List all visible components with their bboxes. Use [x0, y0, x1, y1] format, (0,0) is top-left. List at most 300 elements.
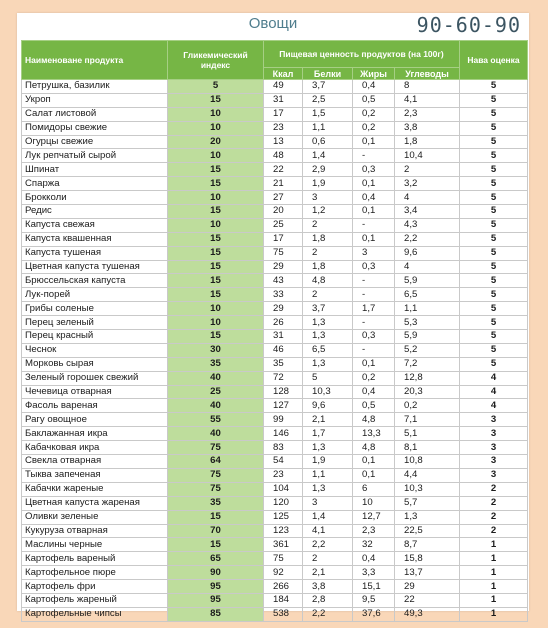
- glycemic-index-cell: 15: [168, 538, 264, 552]
- protein-cell: 2,5: [303, 93, 353, 107]
- product-name-cell: Зеленый горошек свежий: [22, 371, 168, 385]
- protein-cell: 2,2: [303, 538, 353, 552]
- glycemic-index-cell: 5: [168, 80, 264, 94]
- kcal-cell: 99: [264, 413, 303, 427]
- glycemic-index-cell: 15: [168, 274, 264, 288]
- kcal-cell: 123: [264, 524, 303, 538]
- fat-cell: 3,3: [353, 566, 395, 580]
- protein-cell: 3,7: [303, 302, 353, 316]
- fat-cell: 0,3: [353, 163, 395, 177]
- fat-cell: 0,1: [353, 205, 395, 219]
- glycemic-index-cell: 15: [168, 205, 264, 219]
- fat-cell: 0,3: [353, 260, 395, 274]
- product-name-cell: Укроп: [22, 93, 168, 107]
- product-name-cell: Кабачки жареные: [22, 482, 168, 496]
- kcal-cell: 104: [264, 482, 303, 496]
- score-cell: 2: [460, 496, 528, 510]
- glycemic-index-cell: 15: [168, 232, 264, 246]
- glycemic-index-cell: 40: [168, 371, 264, 385]
- score-cell: 3: [460, 413, 528, 427]
- fat-cell: 12,7: [353, 510, 395, 524]
- score-cell: 5: [460, 205, 528, 219]
- kcal-cell: 538: [264, 607, 303, 621]
- protein-cell: 2: [303, 552, 353, 566]
- product-name-cell: Баклажанная икра: [22, 427, 168, 441]
- carbs-cell: 1,8: [395, 135, 460, 149]
- protein-cell: 1,4: [303, 149, 353, 163]
- carbs-cell: 20,3: [395, 385, 460, 399]
- product-name-cell: Грибы соленые: [22, 302, 168, 316]
- fat-cell: -: [353, 316, 395, 330]
- table-row: [22, 607, 528, 621]
- product-name-cell: Салат листовой: [22, 107, 168, 121]
- score-cell: 5: [460, 316, 528, 330]
- score-cell: 5: [460, 357, 528, 371]
- fat-cell: -: [353, 218, 395, 232]
- header-kcal: Ккал: [264, 68, 303, 80]
- score-cell: 3: [460, 427, 528, 441]
- carbs-cell: 10,4: [395, 149, 460, 163]
- fat-cell: 0,1: [353, 177, 395, 191]
- product-name-cell: Картофельное пюре: [22, 566, 168, 580]
- header-fat: Жиры: [353, 68, 395, 80]
- score-cell: 5: [460, 107, 528, 121]
- table-row: [22, 427, 528, 441]
- table-row: [22, 205, 528, 219]
- kcal-cell: 29: [264, 260, 303, 274]
- carbs-cell: 0,2: [395, 399, 460, 413]
- carbs-cell: 3,8: [395, 121, 460, 135]
- kcal-cell: 48: [264, 149, 303, 163]
- product-name-cell: Свекла отварная: [22, 455, 168, 469]
- glycemic-index-cell: 25: [168, 385, 264, 399]
- fat-cell: 4,8: [353, 441, 395, 455]
- carbs-cell: 4,3: [395, 218, 460, 232]
- kcal-cell: 22: [264, 163, 303, 177]
- table-body: [22, 80, 528, 622]
- carbs-cell: 29: [395, 580, 460, 594]
- protein-cell: 3: [303, 191, 353, 205]
- table-row: [22, 246, 528, 260]
- kcal-cell: 20: [264, 205, 303, 219]
- fat-cell: -: [353, 288, 395, 302]
- table-row: [22, 524, 528, 538]
- product-name-cell: Фасоль вареная: [22, 399, 168, 413]
- carbs-cell: 22: [395, 593, 460, 607]
- header-glycemic-index: Гликемический индекс: [168, 41, 264, 80]
- kcal-cell: 49: [264, 80, 303, 94]
- kcal-cell: 33: [264, 288, 303, 302]
- kcal-cell: 127: [264, 399, 303, 413]
- kcal-cell: 25: [264, 218, 303, 232]
- kcal-cell: 23: [264, 121, 303, 135]
- protein-cell: 1,3: [303, 316, 353, 330]
- glycemic-index-cell: 35: [168, 357, 264, 371]
- kcal-cell: 17: [264, 232, 303, 246]
- carbs-cell: 5,7: [395, 496, 460, 510]
- table-row: [22, 135, 528, 149]
- product-name-cell: Цветная капуста тушеная: [22, 260, 168, 274]
- carbs-cell: 49,3: [395, 607, 460, 621]
- protein-cell: 2,8: [303, 593, 353, 607]
- glycemic-index-cell: 75: [168, 468, 264, 482]
- fat-cell: 1,7: [353, 302, 395, 316]
- score-cell: 5: [460, 232, 528, 246]
- product-name-cell: Маслины черные: [22, 538, 168, 552]
- fat-cell: 0,3: [353, 330, 395, 344]
- table-row: [22, 163, 528, 177]
- kcal-cell: 23: [264, 468, 303, 482]
- glycemic-index-cell: 40: [168, 427, 264, 441]
- carbs-cell: 6,5: [395, 288, 460, 302]
- protein-cell: 1,2: [303, 205, 353, 219]
- kcal-cell: 35: [264, 357, 303, 371]
- glycemic-index-cell: 20: [168, 135, 264, 149]
- fat-cell: 0,4: [353, 552, 395, 566]
- score-cell: 5: [460, 163, 528, 177]
- score-cell: 5: [460, 93, 528, 107]
- product-name-cell: Перец зеленый: [22, 316, 168, 330]
- product-name-cell: Брокколи: [22, 191, 168, 205]
- carbs-cell: 4: [395, 260, 460, 274]
- fat-cell: 0,2: [353, 371, 395, 385]
- score-cell: 1: [460, 580, 528, 594]
- carbs-cell: 10,3: [395, 482, 460, 496]
- page-title: Овощи: [248, 15, 298, 32]
- protein-cell: 1,4: [303, 510, 353, 524]
- glycemic-index-cell: 15: [168, 510, 264, 524]
- protein-cell: 0,6: [303, 135, 353, 149]
- table-row: [22, 316, 528, 330]
- carbs-cell: 1,3: [395, 510, 460, 524]
- glycemic-index-cell: 10: [168, 121, 264, 135]
- fat-cell: 0,5: [353, 399, 395, 413]
- glycemic-index-cell: 15: [168, 177, 264, 191]
- score-cell: 5: [460, 330, 528, 344]
- protein-cell: 1,3: [303, 357, 353, 371]
- carbs-cell: 8: [395, 80, 460, 94]
- score-cell: 4: [460, 399, 528, 413]
- score-cell: 5: [460, 343, 528, 357]
- table-row: [22, 218, 528, 232]
- score-cell: 3: [460, 468, 528, 482]
- protein-cell: 1,8: [303, 232, 353, 246]
- kcal-cell: 125: [264, 510, 303, 524]
- table-row: [22, 107, 528, 121]
- table-row: [22, 93, 528, 107]
- product-name-cell: Картофель вареный: [22, 552, 168, 566]
- carbs-cell: 4: [395, 191, 460, 205]
- score-cell: 1: [460, 593, 528, 607]
- fat-cell: 0,1: [353, 357, 395, 371]
- glycemic-index-cell: 75: [168, 441, 264, 455]
- score-cell: 4: [460, 371, 528, 385]
- fat-cell: 0,4: [353, 80, 395, 94]
- fat-cell: 4,8: [353, 413, 395, 427]
- protein-cell: 6,5: [303, 343, 353, 357]
- product-name-cell: Капуста тушеная: [22, 246, 168, 260]
- score-cell: 5: [460, 80, 528, 94]
- protein-cell: 1,7: [303, 427, 353, 441]
- protein-cell: 3,7: [303, 80, 353, 94]
- kcal-cell: 31: [264, 330, 303, 344]
- header-nutrition: Пищевая ценность продуктов (на 100г): [264, 41, 460, 68]
- score-cell: 3: [460, 455, 528, 469]
- carbs-cell: 4,1: [395, 93, 460, 107]
- table-row: [22, 566, 528, 580]
- product-name-cell: Петрушка, базилик: [22, 80, 168, 94]
- score-cell: 5: [460, 274, 528, 288]
- product-name-cell: Огурцы свежие: [22, 135, 168, 149]
- product-name-cell: Брюссельская капуста: [22, 274, 168, 288]
- score-cell: 5: [460, 177, 528, 191]
- vegetables-table: [21, 40, 528, 622]
- protein-cell: 3: [303, 496, 353, 510]
- glycemic-index-cell: 10: [168, 218, 264, 232]
- fat-cell: 0,1: [353, 468, 395, 482]
- kcal-cell: 75: [264, 552, 303, 566]
- product-name-cell: Картофельные чипсы: [22, 607, 168, 621]
- glycemic-index-cell: 75: [168, 482, 264, 496]
- score-cell: 1: [460, 607, 528, 621]
- glycemic-index-cell: 15: [168, 260, 264, 274]
- table-row: [22, 177, 528, 191]
- kcal-cell: 361: [264, 538, 303, 552]
- product-name-cell: Шпинат: [22, 163, 168, 177]
- carbs-cell: 2: [395, 163, 460, 177]
- score-cell: 5: [460, 121, 528, 135]
- score-cell: 1: [460, 566, 528, 580]
- table-row: [22, 232, 528, 246]
- kcal-cell: 17: [264, 107, 303, 121]
- protein-cell: 1,3: [303, 330, 353, 344]
- table-row: [22, 538, 528, 552]
- protein-cell: 2: [303, 218, 353, 232]
- kcal-cell: 54: [264, 455, 303, 469]
- protein-cell: 1,3: [303, 482, 353, 496]
- table-row: [22, 399, 528, 413]
- protein-cell: 2,1: [303, 566, 353, 580]
- protein-cell: 1,5: [303, 107, 353, 121]
- product-name-cell: Тыква запеченая: [22, 468, 168, 482]
- protein-cell: 5: [303, 371, 353, 385]
- protein-cell: 2,1: [303, 413, 353, 427]
- carbs-cell: 10,8: [395, 455, 460, 469]
- fat-cell: 15,1: [353, 580, 395, 594]
- protein-cell: 1,9: [303, 177, 353, 191]
- glycemic-index-cell: 30: [168, 343, 264, 357]
- glycemic-index-cell: 15: [168, 330, 264, 344]
- table-row: [22, 413, 528, 427]
- header-protein: Белки: [303, 68, 353, 80]
- protein-cell: 3,8: [303, 580, 353, 594]
- document-sheet: [17, 13, 529, 620]
- glycemic-index-cell: 10: [168, 107, 264, 121]
- protein-cell: 9,6: [303, 399, 353, 413]
- fat-cell: 0,4: [353, 385, 395, 399]
- table-row: [22, 385, 528, 399]
- carbs-cell: 12,8: [395, 371, 460, 385]
- fat-cell: 0,1: [353, 232, 395, 246]
- carbs-cell: 2,3: [395, 107, 460, 121]
- protein-cell: 2: [303, 246, 353, 260]
- protein-cell: 1,8: [303, 260, 353, 274]
- kcal-cell: 92: [264, 566, 303, 580]
- carbs-cell: 3,4: [395, 205, 460, 219]
- protein-cell: 1,3: [303, 441, 353, 455]
- glycemic-index-cell: 40: [168, 399, 264, 413]
- score-cell: 4: [460, 385, 528, 399]
- score-cell: 5: [460, 260, 528, 274]
- score-cell: 1: [460, 552, 528, 566]
- glycemic-index-cell: 10: [168, 149, 264, 163]
- fat-cell: 13,3: [353, 427, 395, 441]
- score-cell: 5: [460, 246, 528, 260]
- product-name-cell: Чечевица отварная: [22, 385, 168, 399]
- product-name-cell: Цветная капуста жареная: [22, 496, 168, 510]
- fat-cell: 0,1: [353, 135, 395, 149]
- table-row: [22, 260, 528, 274]
- glycemic-index-cell: 64: [168, 455, 264, 469]
- fat-cell: 32: [353, 538, 395, 552]
- carbs-cell: 5,9: [395, 274, 460, 288]
- kcal-cell: 184: [264, 593, 303, 607]
- score-cell: 5: [460, 149, 528, 163]
- fat-cell: -: [353, 343, 395, 357]
- product-name-cell: Редис: [22, 205, 168, 219]
- protein-cell: 1,9: [303, 455, 353, 469]
- fat-cell: -: [353, 149, 395, 163]
- product-name-cell: Оливки зеленые: [22, 510, 168, 524]
- score-cell: 5: [460, 135, 528, 149]
- table-row: [22, 149, 528, 163]
- protein-cell: 4,8: [303, 274, 353, 288]
- table-row: [22, 80, 528, 94]
- table-row: [22, 357, 528, 371]
- product-name-cell: Морковь сырая: [22, 357, 168, 371]
- score-cell: 3: [460, 441, 528, 455]
- fat-cell: 37,6: [353, 607, 395, 621]
- carbs-cell: 5,9: [395, 330, 460, 344]
- kcal-cell: 120: [264, 496, 303, 510]
- score-cell: 1: [460, 538, 528, 552]
- score-cell: 5: [460, 218, 528, 232]
- fat-cell: 2,3: [353, 524, 395, 538]
- product-name-cell: Лук репчатый сырой: [22, 149, 168, 163]
- protein-cell: 1,1: [303, 121, 353, 135]
- carbs-cell: 9,6: [395, 246, 460, 260]
- header-score: Нава оценка: [460, 41, 528, 80]
- glycemic-index-cell: 15: [168, 246, 264, 260]
- product-name-cell: Кабачковая икра: [22, 441, 168, 455]
- fat-cell: 0,2: [353, 107, 395, 121]
- fat-cell: 10: [353, 496, 395, 510]
- score-cell: 2: [460, 510, 528, 524]
- table-row: [22, 580, 528, 594]
- table-row: [22, 455, 528, 469]
- carbs-cell: 5,3: [395, 316, 460, 330]
- brand-logo: 90-60-90: [416, 13, 521, 37]
- score-cell: 2: [460, 482, 528, 496]
- fat-cell: 0,2: [353, 121, 395, 135]
- kcal-cell: 43: [264, 274, 303, 288]
- product-name-cell: Чеснок: [22, 343, 168, 357]
- kcal-cell: 13: [264, 135, 303, 149]
- carbs-cell: 2,2: [395, 232, 460, 246]
- carbs-cell: 5,1: [395, 427, 460, 441]
- glycemic-index-cell: 35: [168, 496, 264, 510]
- table-row: [22, 288, 528, 302]
- glycemic-index-cell: 10: [168, 191, 264, 205]
- header-carbs: Углеводы: [395, 68, 460, 80]
- score-cell: 5: [460, 288, 528, 302]
- glycemic-index-cell: 95: [168, 593, 264, 607]
- carbs-cell: 7,2: [395, 357, 460, 371]
- kcal-cell: 75: [264, 246, 303, 260]
- kcal-cell: 21: [264, 177, 303, 191]
- carbs-cell: 7,1: [395, 413, 460, 427]
- kcal-cell: 29: [264, 302, 303, 316]
- kcal-cell: 27: [264, 191, 303, 205]
- header-product-name: Наименоване продукта: [22, 41, 168, 80]
- fat-cell: 0,5: [353, 93, 395, 107]
- kcal-cell: 46: [264, 343, 303, 357]
- product-name-cell: Спаржа: [22, 177, 168, 191]
- fat-cell: 3: [353, 246, 395, 260]
- glycemic-index-cell: 10: [168, 316, 264, 330]
- table-row: [22, 191, 528, 205]
- score-cell: 5: [460, 302, 528, 316]
- glycemic-index-cell: 90: [168, 566, 264, 580]
- product-name-cell: Картофель фри: [22, 580, 168, 594]
- protein-cell: 2,2: [303, 607, 353, 621]
- score-cell: 5: [460, 191, 528, 205]
- glycemic-index-cell: 70: [168, 524, 264, 538]
- glycemic-index-cell: 10: [168, 302, 264, 316]
- fat-cell: 6: [353, 482, 395, 496]
- product-name-cell: Капуста квашенная: [22, 232, 168, 246]
- glycemic-index-cell: 15: [168, 288, 264, 302]
- protein-cell: 2: [303, 288, 353, 302]
- carbs-cell: 13,7: [395, 566, 460, 580]
- protein-cell: 1,1: [303, 468, 353, 482]
- glycemic-index-cell: 55: [168, 413, 264, 427]
- table-row: [22, 371, 528, 385]
- carbs-cell: 5,2: [395, 343, 460, 357]
- kcal-cell: 31: [264, 93, 303, 107]
- table-header: [22, 41, 528, 80]
- table-row: [22, 330, 528, 344]
- fat-cell: -: [353, 274, 395, 288]
- product-name-cell: Кукуруза отварная: [22, 524, 168, 538]
- carbs-cell: 22,5: [395, 524, 460, 538]
- protein-cell: 10,3: [303, 385, 353, 399]
- table-row: [22, 593, 528, 607]
- carbs-cell: 4,4: [395, 468, 460, 482]
- table-row: [22, 496, 528, 510]
- protein-cell: 4,1: [303, 524, 353, 538]
- carbs-cell: 15,8: [395, 552, 460, 566]
- kcal-cell: 146: [264, 427, 303, 441]
- fat-cell: 9,5: [353, 593, 395, 607]
- kcal-cell: 72: [264, 371, 303, 385]
- kcal-cell: 83: [264, 441, 303, 455]
- table-row: [22, 510, 528, 524]
- product-name-cell: Лук-порей: [22, 288, 168, 302]
- table-row: [22, 441, 528, 455]
- carbs-cell: 8,1: [395, 441, 460, 455]
- carbs-cell: 8,7: [395, 538, 460, 552]
